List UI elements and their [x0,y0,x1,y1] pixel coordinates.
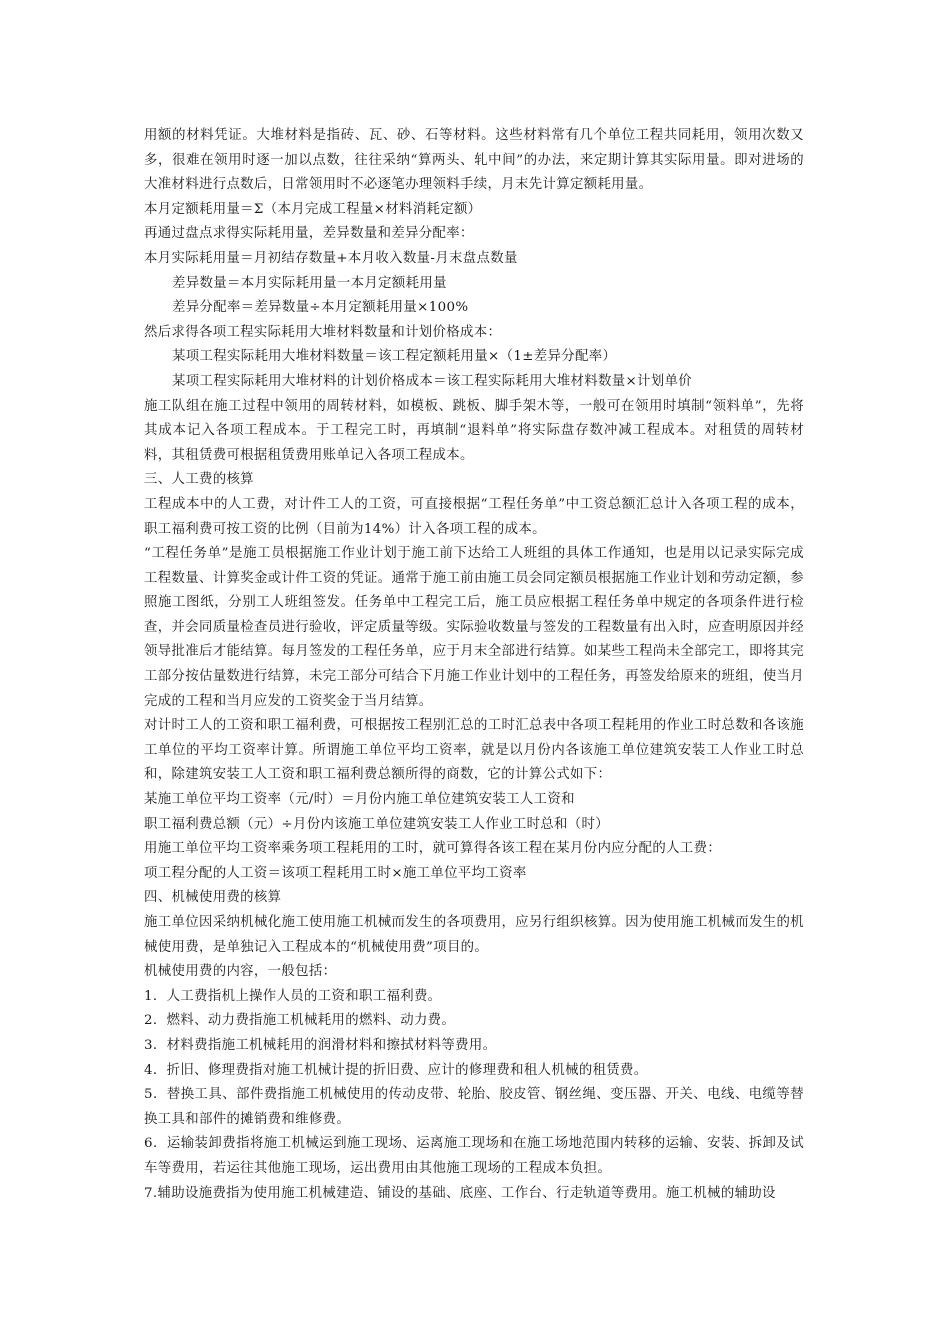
formula-line: 某施工单位平均工资率（元/时）＝月份内施工单位建筑安装工人工资和 [144,792,575,808]
formula-line: 某项工程实际耗用大堆材料数量＝该工程定额耗用量×（1±差异分配率） [172,349,617,365]
formula-line: 差异数量＝本月实际耗用量一本月定额耗用量 [172,275,447,291]
list-item: 6．运输装卸费指将施工机械运到施工现场、运离施工现场和在施工场地范围内转移的运输、安装、拆卸及试车等费用，若运往其他施工现场，运出费用由其他施工现场的工程成本负担。 [144,1136,804,1176]
list-item: 2．燃料、动力费指施工机械耗用的燃料、动力费。 [144,1013,456,1029]
paragraph: 工程成本中的人工费，对计件工人的工资，可直接根据“工程任务单”中工资总额汇总计入各项工程的成本，职工福利费可按工资的比例（目前为14%）计入各项工程的成本。 [144,496,804,537]
formula-line: 本月定额耗用量＝Σ（本月完成工程量×材料消耗定额） [144,201,482,217]
formula-line: 某项工程实际耗用大堆材料的计划价格成本＝该工程实际耗用大堆材料数量×计划单价 [172,373,692,389]
paragraph: 用额的材料凭证。大堆材料是指砖、瓦、砂、石等材料。这些材料常有几个单位工程共同耗用，领用次数又多，很难在领用时逐一加以点数，往往采纳“算两头、轧中间”的办法，来定期计算其实际用量。即对进场的大准材料进行点数后，日常领用时不必逐笔办理领料手续，月末先计算定额耗用量。 [144,128,804,193]
section-heading: 三、人工费的核算 [144,472,254,488]
paragraph: “工程任务单”是施工员根据施工作业计划于施工前下达给工人班组的具体工作通知，也是用以记录实际完成工程数量、计算奖金或计件工资的凭证。通常于施工前由施工员会同定额员根据施工作业计划和劳动定额，参照施工图纸，分别工人班组签发。任务单中工程完工后，施工员应根据工程任务单中规定的各项条件进行检查，并会同质量检查员进行验收，评定质量等级。实际验收数量与签发的工程数量有出入时，应查明原因并经领导批准后才能结算。每月签发的工程任务单，应于月末全部进行结算。如某些工程尚未全部完工，即将其完工部分按估量数进行结算，未完工部分可结合下月施工作业计划中的工程任务，再签发给原来的班组，使当月完成的工程和当月应发的工资奖金于当月结算。 [144,546,804,709]
paragraph: 对计时工人的工资和职工福利费，可根据按工程别汇总的工时汇总表中各项工程耗用的作业工时总数和各该施工单位的平均工资率计算。所谓施工单位平均工资率，就是以月份内各该施工单位建筑安装工人作业工时总和，除建筑安装工人工资和职工福利费总额所得的商数，它的计算公式如下： [144,718,804,783]
list-item: 5．替换工具、部件费指施工机械使用的传动皮带、轮胎、胶皮管、钢丝绳、变压器、开关、电线、电缆等替换工具和部件的摊销费和维修费。 [144,1087,804,1127]
paragraph: 机械使用费的内容，一般包括： [144,964,337,980]
paragraph: 施工单位因采纳机械化施工使用施工机械而发生的各项费用，应另行组织核算。因为使用施工机械而发生的机械使用费，是单独记入工程成本的“机械使用费”项目的。 [144,915,804,955]
paragraph: 然后求得各项工程实际耗用大堆材料数量和计划价格成本： [144,324,502,340]
paragraph: 再通过盘点求得实际耗用量，差异数量和差异分配率： [144,226,474,242]
document-page [144,124,804,1206]
formula-line: 项工程分配的人工资＝该项工程耗用工时×施工单位平均工资率 [144,865,527,881]
formula-line: 本月实际耗用量＝月初结存数量+本月收入数量-月末盘点数量 [144,250,518,266]
section-heading: 四、机械使用费的核算 [144,890,282,906]
list-item: 4．折旧、修理费指对施工机械计提的折旧费、应计的修理费和租人机械的租赁费。 [144,1062,648,1078]
list-item: 3．材料费指施工机械耗用的润滑材料和擦拭材料等费用。 [144,1037,497,1053]
formula-line: 职工福利费总额（元）÷月份内该施工单位建筑安装工人作业工时总和（时） [144,816,610,832]
paragraph: 施工队组在施工过程中领用的周转材料，如模板、跳板、脚手架木等，一般可在领用时填制“领料单”，先将其成本记入各项工程成本。于工程完工时，再填制“退料单”将实际盘存数冲减工程成本。对租赁的周转材料，其租赁费可根据租赁费用账单记入各项工程成本。 [144,398,804,463]
paragraph: 用施工单位平均工资率乘务项工程耗用的工时，就可算得各该工程在某月份内应分配的人工费： [144,841,722,857]
list-item: 7.辅助设施费指为使用施工机械建造、铺设的基础、底座、工作台、行走轨道等费用。施工机械的辅助设 [144,1185,776,1201]
list-item: 1．人工费指机上操作人员的工资和职工福利费。 [144,988,442,1004]
formula-line: 差异分配率＝差异数量÷本月定额耗用量×100% [172,300,469,316]
